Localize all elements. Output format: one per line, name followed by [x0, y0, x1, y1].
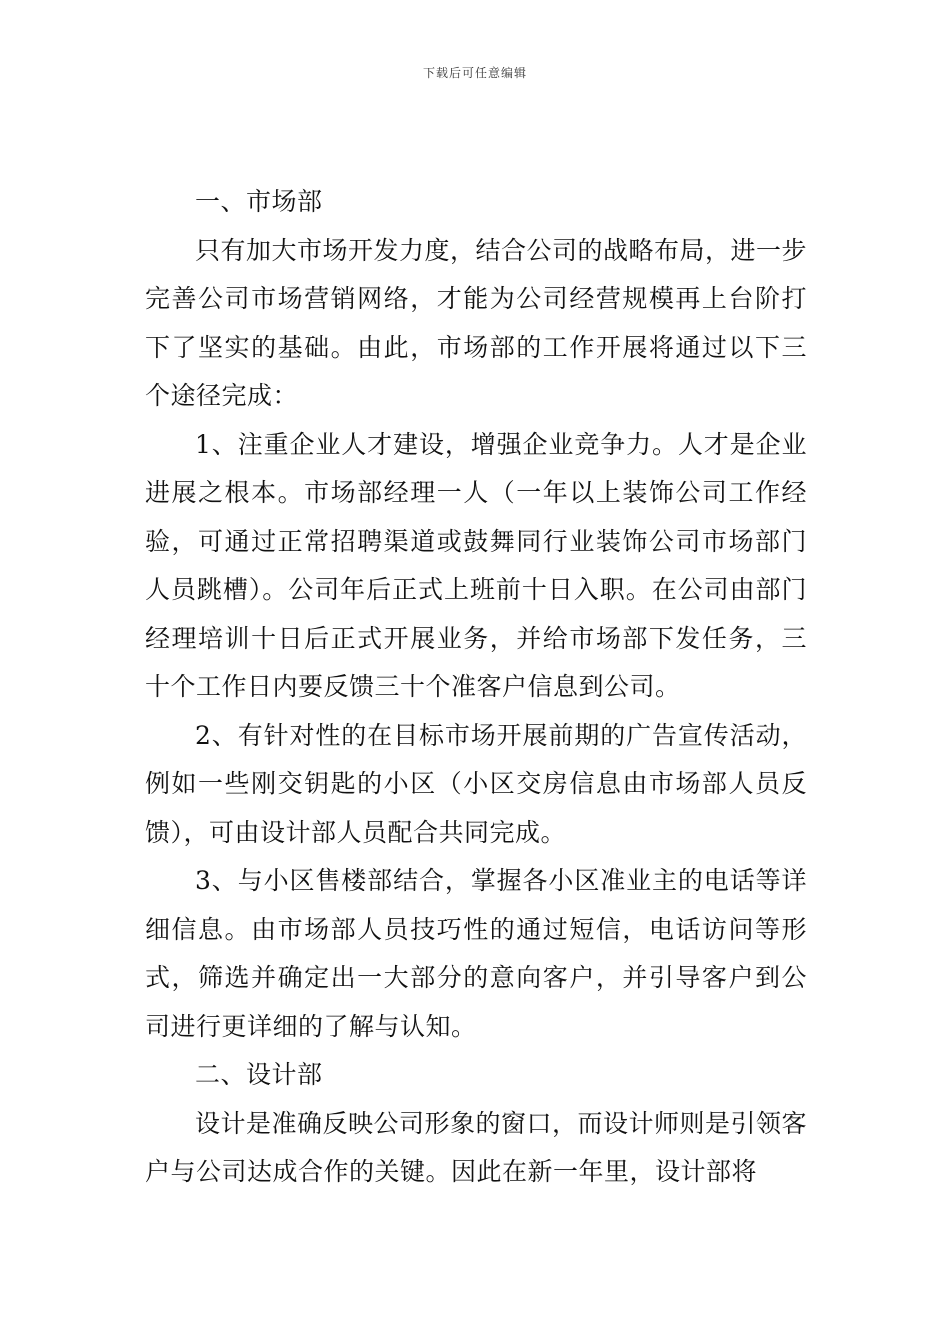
paragraph: 只有加大市场开发力度，结合公司的战略布局，进一步完善公司市场营销网络，才能为公司经营规模再上台阶打下了坚实的基础。由此，市场部的工作开展将通过以下三个途径完成： — [145, 235, 808, 410]
section-heading-market: 一、市场部 — [195, 187, 323, 216]
paragraph: 2、有针对性的在目标市场开展前期的广告宣传活动，例如一些刚交钥匙的小区（小区交房信息由市场部人员反馈），可由设计部人员配合共同完成。 — [145, 720, 807, 847]
header-note: 下载后可任意编辑 — [422, 66, 527, 80]
paragraph: 1、注重企业人才建设，增强企业竞争力。人才是企业进展之根本。市场部经理一人（一年以上装饰公司工作经验，可通过正常招聘渠道或鼓舞同行业装饰公司市场部门人员跳槽）。公司年后正式上班前十日入职。在公司由部门经理培训十日后正式开展业务，并给市场部下发任务，三十个工作日内要反馈三十个准客户信息到公司。 — [145, 429, 807, 701]
paragraph: 3、与小区售楼部结合，掌握各小区准业主的电话等详细信息。由市场部人员技巧性的通过短信，电话访问等形式，筛选并确定出一大部分的意向客户，并引导客户到公司进行更详细的了解与认知。 — [145, 866, 807, 1041]
section-heading-design: 二、设计部 — [195, 1060, 323, 1089]
document-body — [145, 178, 807, 1197]
paragraph: 设计是准确反映公司形象的窗口，而设计师则是引领客户与公司达成合作的关键。因此在新一年里，设计部将 — [145, 1108, 808, 1186]
